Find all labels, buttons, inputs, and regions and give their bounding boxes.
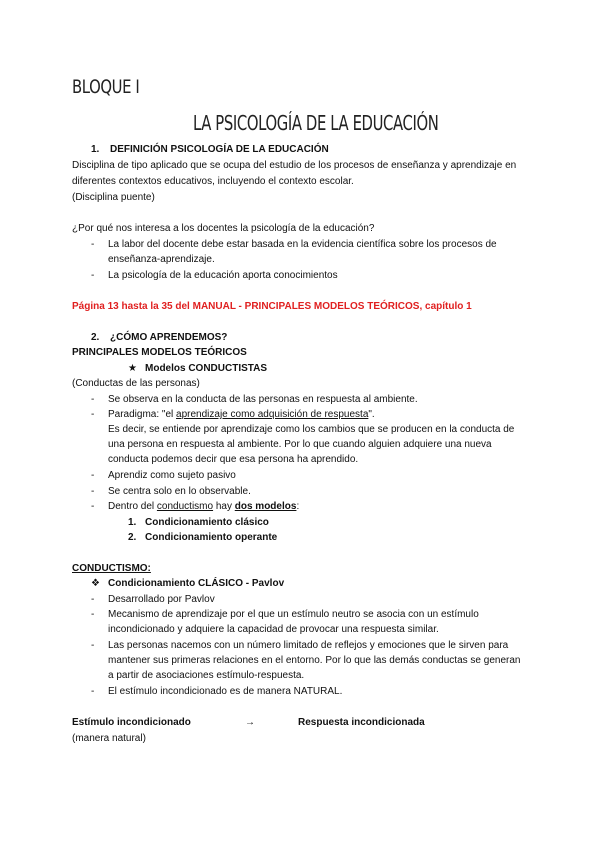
definition-line-1: Disciplina de tipo aplicado que se ocupa del estudio de los procesos de enseñanza y aprendizaje en — [72, 160, 517, 171]
paradigm-line-2: Es decir, se entiende por aprendizaje como los cambios que se producen en la conducta de — [108, 424, 515, 435]
classical-bullet-2-line-2: incondicionado y adquiere la capacidad de provocar una respuesta similar. — [108, 624, 439, 635]
bloque-heading: BLOQUE I — [72, 76, 140, 98]
bullet-dash: - — [91, 486, 95, 497]
section-2-number: 2. — [91, 332, 100, 343]
bullet-dash: - — [91, 594, 95, 605]
model-1: Condicionamiento clásico — [145, 517, 269, 528]
arrow-icon: → — [245, 717, 255, 728]
definition-line-2: diferentes contextos educativos, incluyendo el contexto escolar. — [72, 176, 354, 187]
bullet-dash: - — [91, 239, 95, 250]
reason-1-line-1: La labor del docente debe estar basada en la evidencia científica sobre los procesos de — [108, 239, 497, 250]
conductist-bullet-5: Dentro del conductismo hay dos modelos: — [108, 501, 300, 512]
conductist-bullet-1: Se observa en la conducta de las personas en respuesta al ambiente. — [108, 394, 418, 405]
section-1-number: 1. — [91, 144, 100, 155]
classical-bullet-3-line-3: a partir de asociaciones estímulo-respuesta. — [108, 670, 305, 681]
natural-manner-note: (manera natural) — [72, 733, 146, 744]
paradigm-line-4: conducta podemos decir que esa persona ha aprendido. — [108, 454, 359, 465]
bullet-dash: - — [91, 470, 95, 481]
bullet-dash: - — [91, 609, 95, 620]
paradigm-line-3: una persona en respuesta al ambiente. Por lo que cuando alguien adquiere una nueva — [108, 439, 492, 450]
conductismo-heading: CONDUCTISMO: — [72, 563, 151, 574]
unconditioned-response: Respuesta incondicionada — [298, 717, 425, 728]
paradigm-line: Paradigma: "el aprendizaje como adquisición de respuesta". — [108, 409, 375, 420]
section-2-heading: ¿CÓMO APRENDEMOS? — [110, 332, 228, 343]
conductist-models-note: (Conductas de las personas) — [72, 378, 200, 389]
bullet-dash: - — [91, 686, 95, 697]
unconditioned-stimulus: Estímulo incondicionado — [72, 717, 191, 728]
model-2-number: 2. — [128, 532, 137, 543]
star-icon: ★ — [128, 363, 137, 374]
bullet-dash: - — [91, 501, 95, 512]
definition-note: (Disciplina puente) — [72, 192, 155, 203]
classical-bullet-1: Desarrollado por Pavlov — [108, 594, 215, 605]
section-1-heading: DEFINICIÓN PSICOLOGÍA DE LA EDUCACIÓN — [110, 144, 329, 155]
section-1-question: ¿Por qué nos interesa a los docentes la psicología de la educación? — [72, 223, 375, 234]
reason-1-line-2: enseñanza-aprendizaje. — [108, 254, 215, 265]
model-1-number: 1. — [128, 517, 137, 528]
diamond-icon: ❖ — [91, 578, 100, 589]
principal-models-heading: PRINCIPALES MODELOS TEÓRICOS — [72, 347, 247, 358]
reason-2: La psicología de la educación aporta conocimientos — [108, 270, 338, 281]
conductist-bullet-4: Se centra solo en lo observable. — [108, 486, 251, 497]
classical-bullet-4: El estímulo incondicionado es de manera NATURAL. — [108, 686, 343, 697]
manual-reference-note: Página 13 hasta la 35 del MANUAL - PRINCIPALES MODELOS TEÓRICOS, capítulo 1 — [72, 301, 472, 312]
page-title: LA PSICOLOGÍA DE LA EDUCACIÓN — [193, 111, 439, 135]
classical-conditioning-title: Condicionamiento CLÁSICO - Pavlov — [108, 578, 285, 589]
model-2: Condicionamiento operante — [145, 532, 278, 543]
paradigm-underlined: aprendizaje como adquisición de respuesta — [176, 409, 369, 420]
bullet-dash: - — [91, 640, 95, 651]
classical-bullet-2-line-1: Mecanismo de aprendizaje por el que un estímulo neutro se asocia con un estímulo — [108, 609, 479, 620]
classical-bullet-3-line-1: Las personas nacemos con un número limitado de reflejos y emociones que le sirven para — [108, 640, 509, 651]
classical-bullet-3-line-2: mantener sus primeras relaciones en el entorno. Por lo que las demás conductas se generan — [108, 655, 521, 666]
conductist-models-title: Modelos CONDUCTISTAS — [145, 363, 268, 374]
bullet-dash: - — [91, 409, 95, 420]
bullet-dash: - — [91, 394, 95, 405]
conductist-bullet-3: Aprendiz como sujeto pasivo — [108, 470, 236, 481]
bullet-dash: - — [91, 270, 95, 281]
